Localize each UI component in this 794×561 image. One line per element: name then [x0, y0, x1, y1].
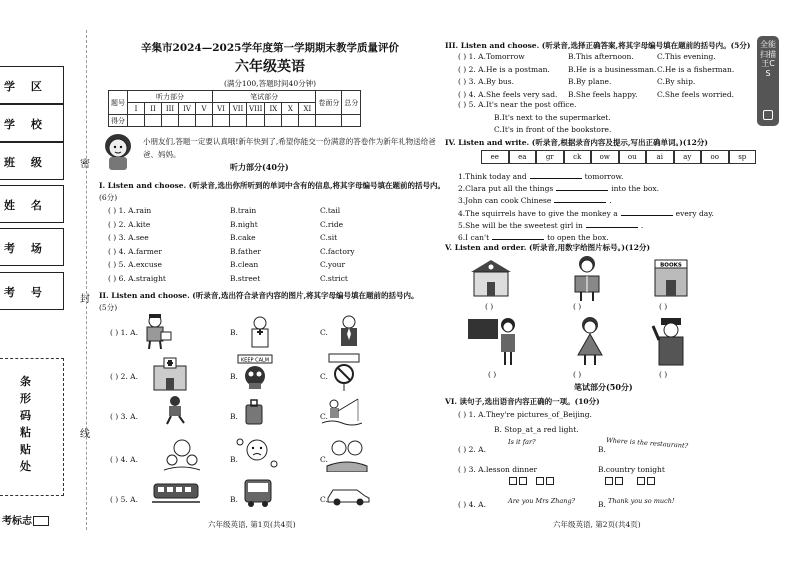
- sec4-line-start: 6.I can't: [458, 233, 490, 242]
- sec1-option-c[interactable]: C.sit: [320, 233, 338, 242]
- sec1-option-c[interactable]: C.your: [320, 260, 346, 269]
- score-cell[interactable]: [196, 115, 213, 127]
- businessman-picture: [332, 314, 366, 350]
- seal-char-mi: 密: [80, 159, 90, 170]
- answer-blank[interactable]: [586, 220, 638, 228]
- barcode-area: [0, 358, 64, 496]
- sec6-q4: ( ) 4. A.: [458, 500, 486, 509]
- score-cell[interactable]: [145, 115, 162, 127]
- word-bank-item: ea: [509, 150, 537, 164]
- fishing-picture: [322, 397, 362, 427]
- car-picture: [325, 482, 371, 506]
- listening-header: 听力部分(40分): [230, 162, 289, 172]
- binding-strip: [0, 0, 66, 561]
- score-table: [108, 90, 361, 127]
- score-col: VII: [230, 103, 247, 115]
- notice-text: 小朋友们,答题一定要认真哦!新年快到了,希望你能交一份满意的答卷作为新年礼物送给爸爸、妈妈。: [143, 137, 436, 159]
- stress-box[interactable]: [605, 477, 613, 485]
- sec3-option-c[interactable]: C.He is a fisherman.: [657, 64, 735, 74]
- stress-box[interactable]: [637, 477, 645, 485]
- sec2-option-b[interactable]: B.: [230, 455, 238, 464]
- sec1-option-a[interactable]: ( ) 4. A.farmer: [108, 246, 162, 256]
- score-col: V: [196, 103, 213, 115]
- sec2-option-a[interactable]: ( ) 1. A.: [110, 328, 138, 337]
- sec2-option-a[interactable]: ( ) 3. A.: [110, 412, 138, 421]
- stress-box[interactable]: [647, 477, 655, 485]
- sec2-option-b[interactable]: B.: [230, 328, 238, 337]
- seal-char-feng: 封: [80, 294, 90, 305]
- sec3-option-b[interactable]: B.He is a businessman.: [568, 64, 657, 74]
- word-bank-item: oo: [701, 150, 729, 164]
- sec4-line-start: 2.Clara put all the things: [458, 184, 554, 194]
- score-cell[interactable]: [282, 115, 299, 127]
- sec5-title: V. Listen and order. (听录音,用数字给图片标号。)(12分): [445, 243, 650, 252]
- order-paren[interactable]: ( ): [573, 370, 582, 379]
- stress-boxes[interactable]: [604, 476, 656, 485]
- answer-blank[interactable]: [556, 183, 608, 191]
- word-bank-item: ai: [646, 150, 674, 164]
- sec4-line-end: tomorrow.: [584, 172, 624, 181]
- sec1-option-a[interactable]: ( ) 6. A.straight: [108, 273, 166, 283]
- stress-box[interactable]: [536, 477, 544, 485]
- bookstore-picture: [651, 258, 691, 298]
- sec2-option-b[interactable]: B.: [230, 412, 238, 421]
- stress-boxes[interactable]: [508, 476, 555, 485]
- score-cell[interactable]: [230, 115, 247, 127]
- sec4-line: [458, 195, 612, 205]
- stress-box[interactable]: [509, 477, 517, 485]
- police-officer-picture: [651, 316, 691, 368]
- keep-calm-text: KEEP CALM: [240, 357, 270, 364]
- score-table-writing: 笔试部分: [213, 91, 316, 103]
- word-bank-item: ay: [674, 150, 702, 164]
- score-table-total: 总分: [342, 91, 361, 115]
- score-table-listening: 听力部分: [128, 91, 213, 103]
- teacher-picture: [466, 315, 522, 367]
- answer-blank[interactable]: [621, 208, 673, 216]
- answer-blank[interactable]: [530, 171, 582, 179]
- answer-blank[interactable]: [492, 232, 544, 240]
- order-paren[interactable]: ( ): [659, 302, 668, 311]
- sec2-option-c[interactable]: C.: [320, 495, 328, 504]
- score-col: IV: [179, 103, 196, 115]
- sec1-option-c[interactable]: C.factory: [320, 246, 355, 256]
- sec4-line-start: 1.Think today and: [458, 172, 527, 181]
- sec3-option-c[interactable]: C.She feels worried.: [657, 89, 735, 99]
- word-bank-item: ow: [591, 150, 619, 164]
- exam-number-label: 考 号: [4, 286, 48, 299]
- reading-girl-picture: [567, 254, 607, 302]
- score-col: IX: [265, 103, 282, 115]
- score-cell[interactable]: [162, 115, 179, 127]
- exam-number-field[interactable]: [0, 272, 64, 310]
- sec3-option-a[interactable]: ( ) 3. A.By bus.: [458, 77, 514, 86]
- sec6-q4-b-text: Thank you so much!: [608, 497, 675, 505]
- sec3-title: III. Listen and choose. (听录音,选择正确答案,将其字母编号填在题前的括号内。(5分): [445, 41, 751, 50]
- sec1-title: I. Listen and choose. (听录音,选出你所听到的单词中含有的信息,将其字母编号填在题前的括号内。: [99, 181, 446, 190]
- hospital-picture: [150, 356, 190, 392]
- sec1-option-b[interactable]: B.clean: [230, 260, 259, 269]
- score-cell[interactable]: [299, 115, 316, 127]
- name-field[interactable]: [0, 185, 64, 223]
- scanner-app-icon: [763, 110, 773, 120]
- exam-mark-label: 考标志: [2, 516, 32, 527]
- sec1-option-b[interactable]: B.father: [230, 246, 262, 256]
- sec6-q4-b: B.: [598, 500, 606, 509]
- word-bank-item: gr: [536, 150, 564, 164]
- sec4-line-end: into the box.: [611, 184, 660, 194]
- sec4-title: IV. Listen and write. (听录音,根据录音内容及提示,写出正确单词。)(12分): [445, 138, 708, 147]
- sec1-option-b[interactable]: B.train: [230, 206, 257, 215]
- sec3-option-c[interactable]: C.By ship.: [657, 77, 696, 86]
- road-sign-picture: [327, 352, 363, 392]
- sec1-option-c[interactable]: C.strict: [320, 273, 348, 283]
- answer-blank[interactable]: [554, 195, 606, 203]
- sec4-word-bank: [481, 150, 756, 164]
- school-district-field[interactable]: [0, 66, 64, 104]
- sec6-q1-a: ( ) 1. A.They're pictures_of_Beijing.: [458, 410, 592, 419]
- sec2-option-c[interactable]: C.: [320, 455, 328, 464]
- sec6-q2: ( ) 2. A.: [458, 445, 486, 454]
- sec4-line: [458, 232, 609, 242]
- exam-mark: [2, 512, 49, 527]
- sec4-line: [458, 183, 659, 193]
- exam-room-label: 考 场: [4, 242, 48, 255]
- sec2-points: (5分): [99, 303, 118, 312]
- suitcase-picture: [242, 398, 266, 426]
- score-cell[interactable]: [128, 115, 145, 127]
- word-bank-item: ee: [481, 150, 509, 164]
- girl-in-dress-picture: [570, 315, 610, 367]
- class-field[interactable]: [0, 142, 64, 180]
- sec1-option-b[interactable]: B.night: [230, 219, 258, 229]
- sec1-option-a[interactable]: ( ) 2. A.kite: [108, 219, 151, 229]
- exam-title: 辛集市2024—2025学年度第一学期期末教学质量评价: [141, 42, 399, 54]
- sec4-line: [458, 208, 714, 218]
- sec6-q1-b: B. Stop_at_a red light.: [494, 425, 579, 434]
- sec2-option-c[interactable]: C.: [320, 412, 328, 421]
- sec6-q4-a-text: Are you Mrs Zhang?: [508, 497, 576, 505]
- writing-header: 笔试部分(50分): [574, 382, 633, 392]
- sec6-q2-b-text: Where is the restaurant?: [605, 436, 689, 450]
- sec6-q3-b: B.country tonight: [598, 465, 665, 474]
- sec4-line-start: 4.The squirrels have to give the monkey a: [458, 208, 618, 218]
- doctor-picture: [240, 314, 280, 350]
- score-cell[interactable]: [179, 115, 196, 127]
- sec4-line-end: .: [640, 220, 644, 230]
- score-col: XI: [299, 103, 316, 115]
- sec4-line-end: every day.: [675, 208, 714, 218]
- sec3-option-a[interactable]: ( ) 1. A.Tomorrow: [458, 52, 525, 61]
- order-paren[interactable]: ( ): [485, 302, 494, 311]
- seal-char-xian: 线: [80, 429, 90, 440]
- score-col: VIII: [247, 103, 265, 115]
- sec2-option-a[interactable]: ( ) 5. A.: [110, 495, 138, 504]
- school-district-label: 学 区: [4, 80, 48, 93]
- worried-man-picture: [234, 434, 280, 474]
- sec1-points: (6分): [99, 193, 118, 202]
- sec3-q5-b: B.It's next to the supermarket.: [494, 113, 611, 122]
- sec2-option-b[interactable]: B.: [230, 495, 238, 504]
- beach-family-picture: [162, 436, 202, 472]
- stress-box[interactable]: [615, 477, 623, 485]
- sec4-line-start: 3.John can cook Chinese: [458, 196, 552, 206]
- word-bank-item: ou: [619, 150, 647, 164]
- sec1-option-c[interactable]: C.ride: [320, 219, 344, 229]
- sec3-q5-a: ( ) 5. A.It's near the post office.: [458, 100, 577, 109]
- score-cell[interactable]: [265, 115, 282, 127]
- exam-subject: 六年级英语: [235, 59, 305, 75]
- word-bank-item: sp: [729, 150, 757, 164]
- score-table-neatness: 卷面分: [316, 91, 342, 115]
- sec4-line-start: 5.She will be the sweetest girl in: [458, 220, 583, 230]
- stress-box[interactable]: [546, 477, 554, 485]
- score-col: III: [162, 103, 179, 115]
- sec4-line-end: to open the box.: [547, 233, 609, 242]
- score-cell[interactable]: [247, 115, 265, 127]
- sec4-line: [458, 171, 623, 181]
- bus-picture: [242, 478, 274, 508]
- scanner-app-label: 全能扫描王CS: [760, 40, 776, 78]
- sec3-q5-c: C.It's in front of the bookstore.: [494, 125, 612, 134]
- running-kid-picture: [160, 395, 190, 425]
- sec2-title: II. Listen and choose. (听录音,选出符合录音内容的图片,将其字母编号填在题前的括号内。: [99, 291, 419, 300]
- score-row-label: 得分: [109, 115, 128, 127]
- sec3-option-b[interactable]: B.By plane.: [568, 77, 612, 86]
- sec1-option-a[interactable]: ( ) 3. A.see: [108, 233, 149, 242]
- order-paren[interactable]: ( ): [573, 302, 582, 311]
- score-col: II: [145, 103, 162, 115]
- sec2-option-c[interactable]: C.: [320, 372, 328, 381]
- sec3-option-b[interactable]: B.She feels happy.: [568, 89, 638, 99]
- stress-box[interactable]: [519, 477, 527, 485]
- train-picture: [152, 478, 200, 506]
- sec6-title: VI. 读句子,选出语音内容正确的一项。(10分): [445, 397, 600, 406]
- order-paren[interactable]: ( ): [659, 370, 668, 379]
- page2-footer: 六年级英语, 第2页(共4页): [553, 520, 641, 529]
- books-sign-text: BOOKS: [660, 262, 682, 269]
- sec1-option-a[interactable]: ( ) 5. A.excuse: [108, 260, 162, 269]
- sec6-q2-b: B.: [598, 445, 606, 454]
- sec4-line: [458, 220, 643, 230]
- keep-calm-poster-picture: [235, 352, 275, 392]
- sec3-option-a[interactable]: ( ) 2. A.He is a postman.: [458, 64, 550, 74]
- score-cell[interactable]: [316, 115, 342, 127]
- sec1-option-a[interactable]: ( ) 1. A.rain: [108, 206, 152, 215]
- sec3-option-a[interactable]: ( ) 4. A.She feels very sad.: [458, 89, 558, 99]
- score-col: I: [128, 103, 145, 115]
- sec6-q2-a-text: Is it far?: [508, 438, 536, 446]
- exam-room-field[interactable]: [0, 228, 64, 266]
- score-col: VI: [213, 103, 230, 115]
- school-field[interactable]: [0, 104, 64, 142]
- sec6-q3: ( ) 3. A.lesson dinner: [458, 465, 538, 474]
- score-col: X: [282, 103, 299, 115]
- girl-mascot-icon: [100, 130, 138, 172]
- exam-mark-box[interactable]: [33, 516, 49, 526]
- seal-line: [86, 30, 87, 530]
- scanner-app-badge[interactable]: [757, 36, 779, 126]
- score-cell[interactable]: [342, 115, 361, 127]
- sec2-option-a[interactable]: ( ) 4. A.: [110, 455, 138, 464]
- class-label: 班 级: [4, 156, 48, 169]
- barcode-label: 条形码粘贴处: [20, 375, 31, 473]
- sec3-option-b[interactable]: B.This afternoon.: [568, 52, 634, 61]
- sec1-option-c[interactable]: C.tail: [320, 206, 341, 215]
- score-cell[interactable]: [213, 115, 230, 127]
- page1-footer: 六年级英语, 第1页(共4页): [208, 520, 296, 529]
- sec1-option-b[interactable]: B.cake: [230, 233, 256, 242]
- order-paren[interactable]: ( ): [488, 370, 497, 379]
- kids-wave-picture: [325, 436, 369, 472]
- school-label: 学 校: [4, 118, 48, 131]
- sec3-option-c[interactable]: C.This evening.: [657, 52, 716, 61]
- word-bank-item: ck: [564, 150, 592, 164]
- score-table-header: 题号: [109, 91, 128, 115]
- sec2-option-c[interactable]: C.: [320, 328, 328, 337]
- sec2-option-a[interactable]: ( ) 2. A.: [110, 372, 138, 381]
- sec2-option-b[interactable]: B.: [230, 372, 238, 381]
- postman-picture: [135, 312, 175, 350]
- exam-info: (满分100,答题时间40分钟): [223, 79, 317, 88]
- name-label: 姓 名: [4, 199, 48, 212]
- school-building-picture: [466, 256, 516, 300]
- sec4-line-end: .: [609, 196, 612, 206]
- sec1-option-b[interactable]: B.street: [230, 273, 261, 283]
